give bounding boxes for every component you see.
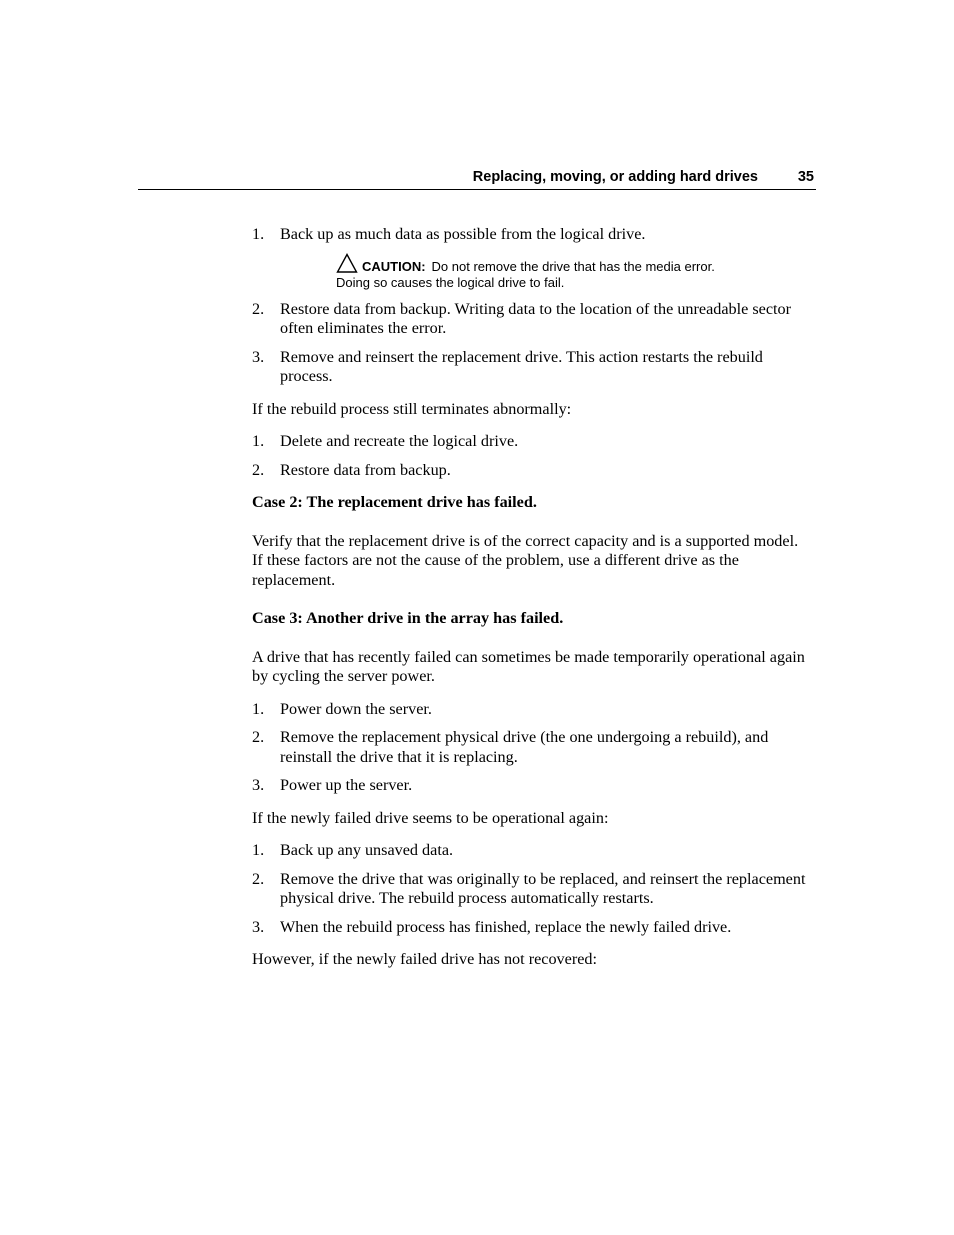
list-number: 1. [252, 841, 265, 859]
warning-triangle-icon [336, 253, 358, 273]
power-cycle-steps [252, 700, 812, 796]
media-error-steps [252, 225, 812, 387]
list-item [252, 841, 812, 861]
list-item [252, 700, 812, 720]
running-header [138, 169, 816, 190]
list-number: 1. [252, 699, 265, 718]
caution-note [336, 253, 812, 291]
list-text: When the rebuild process has finished, replace the newly failed drive. [280, 917, 732, 936]
case2-heading: Case 2: The replacement drive has failed. [252, 493, 537, 511]
case2-body: Verify that the replacement drive is of the correct capacity and is a supported model. If these factors are not the cause of the problem, use a different drive as the replacement. [252, 531, 799, 589]
caution-label: CAUTION: [362, 258, 426, 274]
list-number: 1. [252, 225, 265, 243]
list-number: 2. [252, 299, 265, 318]
list-number: 2. [252, 460, 265, 479]
list-text: Restore data from backup. [280, 460, 451, 479]
list-item [252, 348, 812, 387]
list-item [252, 918, 812, 938]
case3-heading: Case 3: Another drive in the array has failed. [252, 609, 564, 627]
list-text: Restore data from backup. Writing data to the location of the unreadable sector often eliminates the error. [280, 299, 792, 337]
list-item [252, 225, 812, 291]
list-number: 1. [252, 432, 265, 450]
list-text: Back up as much data as possible from the logical drive. [280, 225, 646, 243]
list-text: Remove and reinsert the replacement drive. This action restarts the rebuild process. [280, 347, 763, 385]
list-text: Remove the replacement physical drive (the one undergoing a rebuild), and reinstall the drive that it is replacing. [280, 728, 769, 766]
page-number: 35 [797, 169, 814, 185]
list-text: Power up the server. [280, 776, 413, 794]
page-body [252, 225, 812, 970]
list-item [252, 461, 812, 481]
paragraph-operational-again: If the newly failed drive seems to be operational again: [252, 808, 609, 827]
list-item [252, 776, 812, 796]
recovery-steps [252, 841, 812, 937]
list-number: 3. [252, 776, 265, 794]
list-text: Remove the drive that was originally to be replaced, and reinsert the replacement physical drive. The rebuild process automatically restarts. [280, 869, 806, 907]
list-number: 2. [252, 869, 265, 888]
caution-line1: Do not remove the drive that has the media error. [431, 258, 715, 274]
paragraph-rebuild-terminates: If the rebuild process still terminates abnormally: [252, 399, 572, 418]
header-title: Replacing, moving, or adding hard drives [472, 169, 758, 185]
paragraph-not-recovered: However, if the newly failed drive has not recovered: [252, 950, 597, 968]
list-item [252, 870, 812, 909]
list-number: 3. [252, 917, 265, 936]
list-text: Delete and recreate the logical drive. [280, 432, 519, 450]
caution-line2: Doing so causes the logical drive to fail. [336, 274, 565, 290]
recreate-steps [252, 432, 812, 480]
list-text: Power down the server. [280, 699, 432, 718]
list-item [252, 432, 812, 452]
list-text: Back up any unsaved data. [280, 841, 454, 859]
list-number: 2. [252, 728, 265, 746]
list-item [252, 728, 812, 767]
list-number: 3. [252, 347, 265, 366]
list-item [252, 300, 812, 339]
case3-body: A drive that has recently failed can sometimes be made temporarily operational again by cycling the server power. [252, 647, 805, 685]
